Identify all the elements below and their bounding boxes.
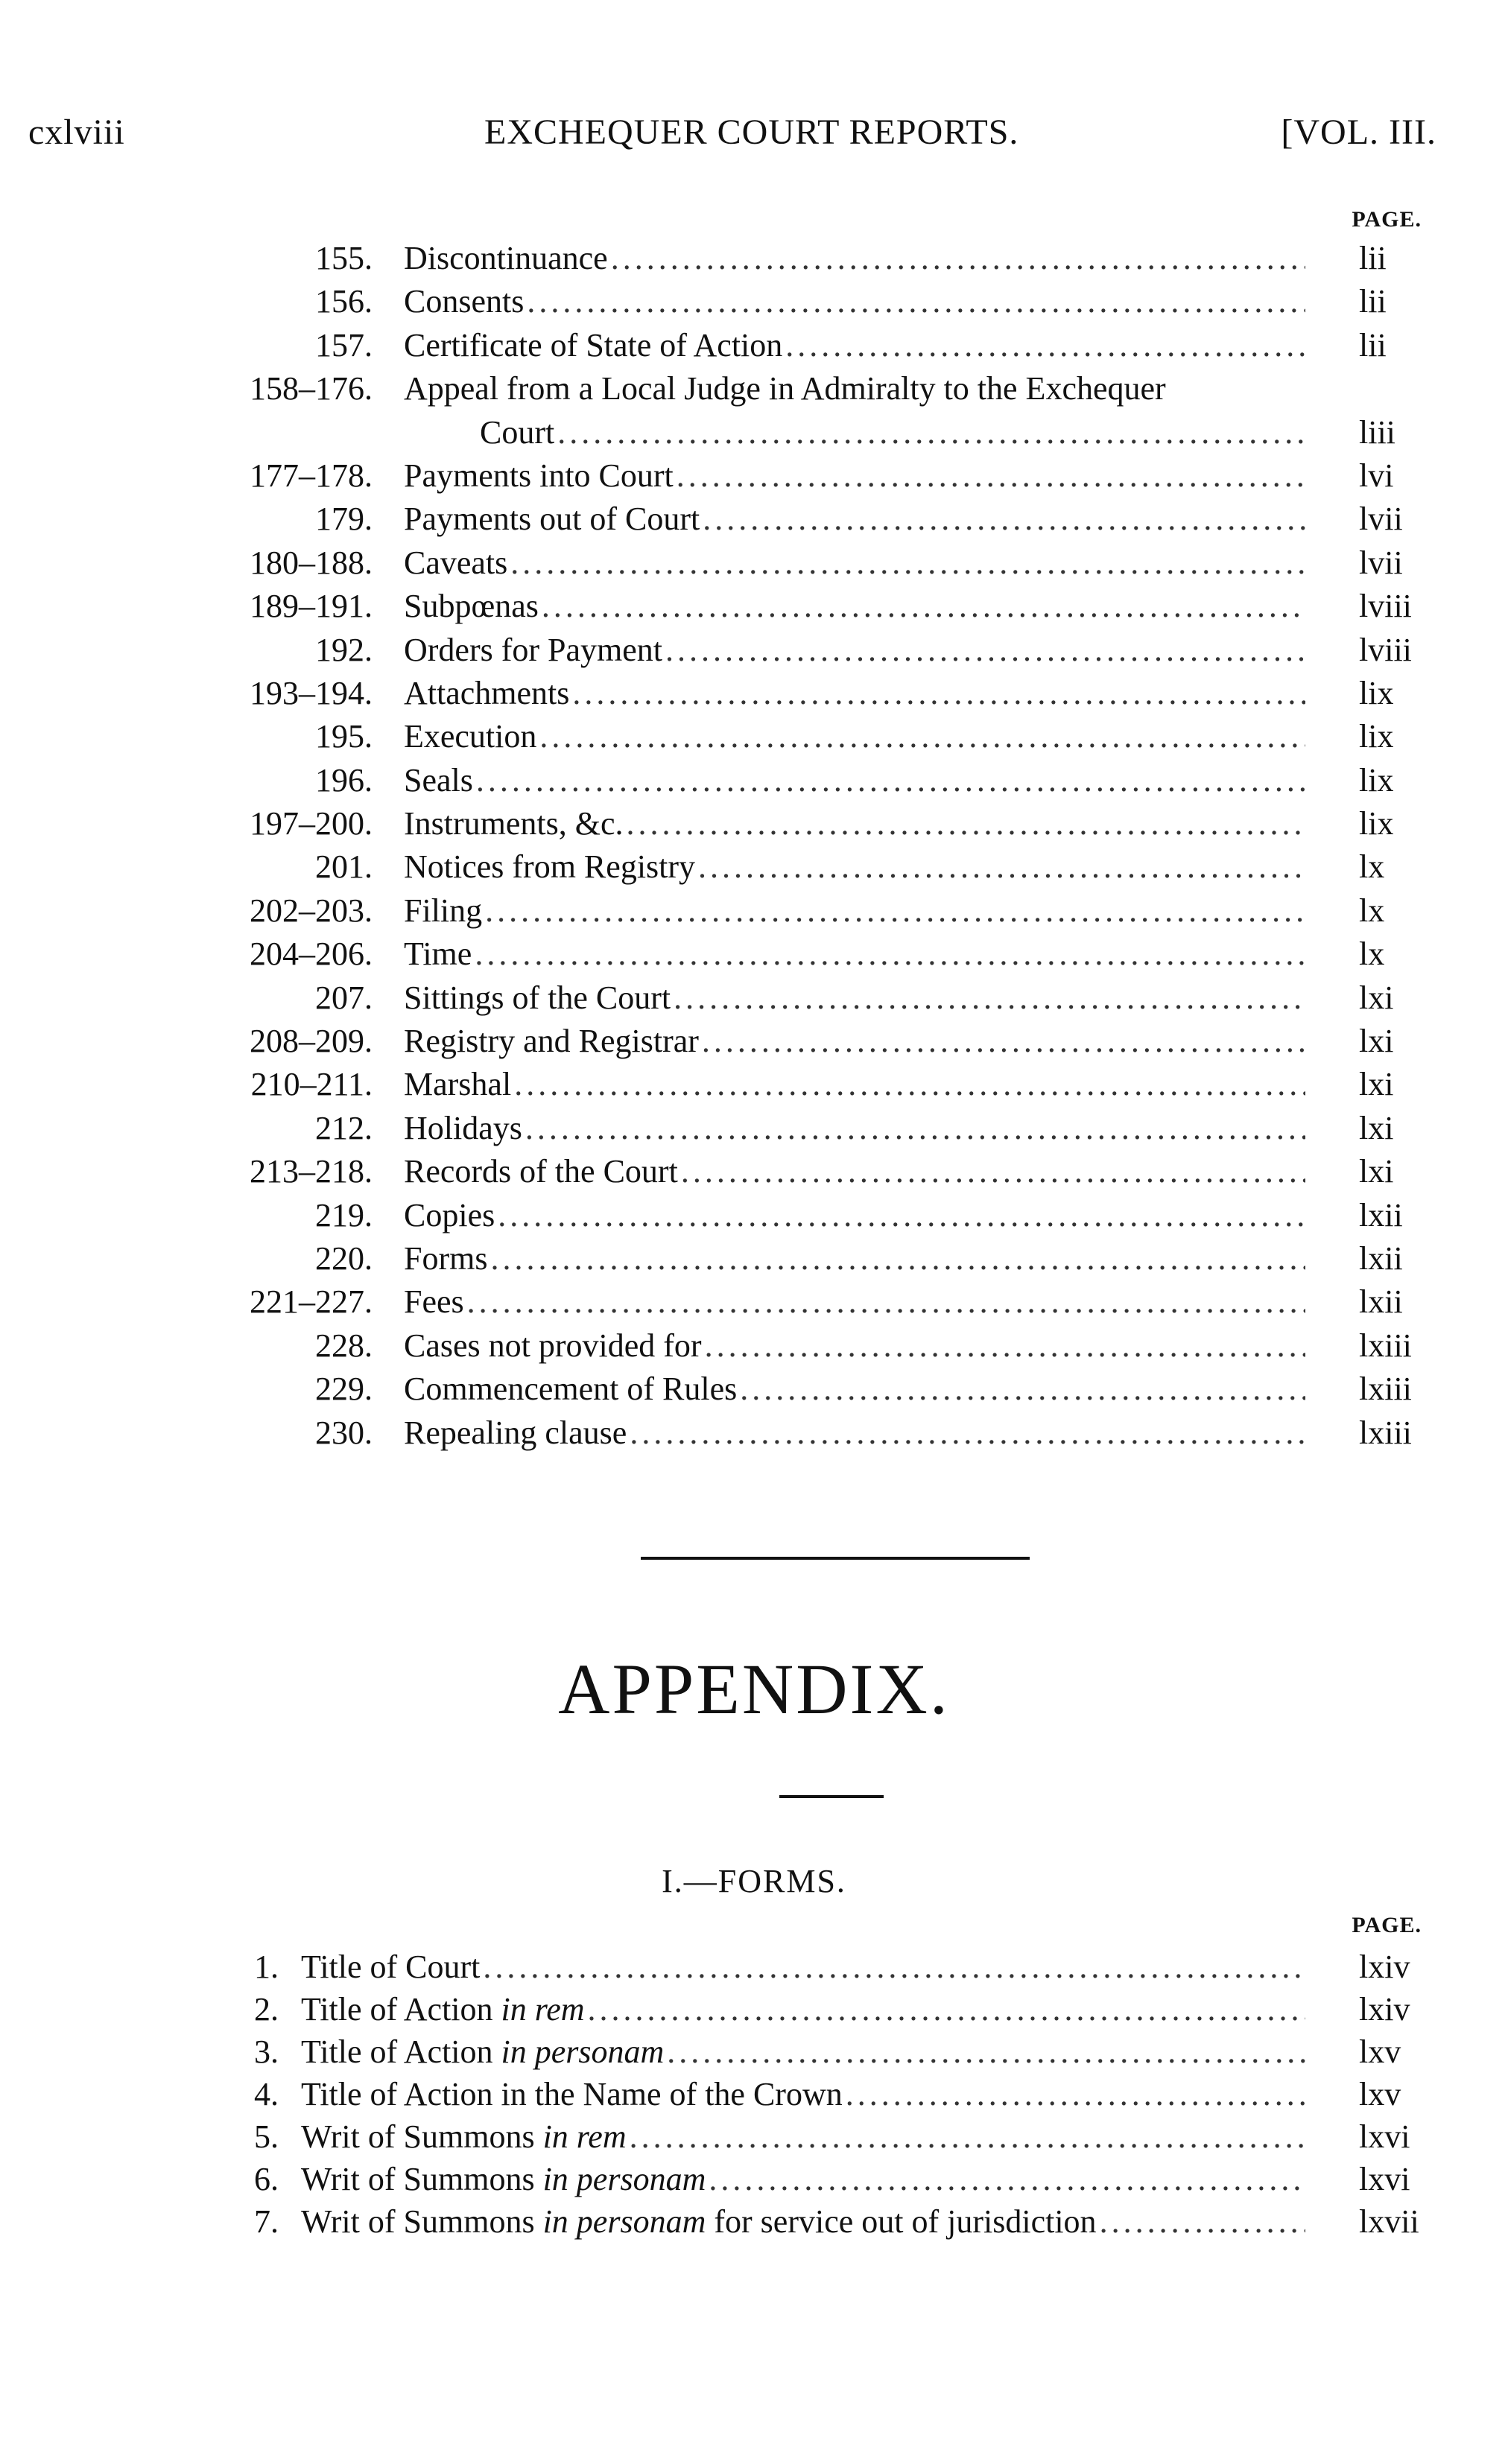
- entry-page: lxi: [1359, 1109, 1394, 1146]
- toc-entry[interactable]: [0, 759, 1508, 802]
- entry-number: 156.: [315, 283, 373, 320]
- form-title: [301, 1988, 585, 2030]
- form-number: 3.: [254, 2033, 279, 2070]
- entry-number: 207.: [315, 979, 373, 1016]
- entry-page: lvii: [1359, 544, 1403, 581]
- dot-leader: [709, 2158, 1305, 2200]
- rules-list: [0, 237, 1508, 1455]
- entry-title-wrap: [404, 802, 1305, 845]
- entry-number: 220.: [315, 1239, 373, 1277]
- entry-page: lxi: [1359, 1023, 1394, 1060]
- dot-leader: [740, 1368, 1305, 1411]
- toc-entry[interactable]: [0, 1107, 1508, 1150]
- entry-title: Notices from Registry: [404, 848, 696, 886]
- entry-page: lix: [1359, 761, 1394, 798]
- dot-leader: [677, 454, 1305, 498]
- volume-label: [VOL. III.: [1281, 112, 1436, 152]
- entry-title: Commencement of Rules: [404, 1371, 738, 1408]
- entry-title-wrap: [404, 367, 1305, 410]
- entry-title: Caveats: [404, 544, 508, 581]
- entry-title-wrap: [404, 1107, 1305, 1150]
- entry-title-wrap: [404, 1237, 1305, 1280]
- entry-title-wrap: [404, 1063, 1305, 1106]
- entry-number: 230.: [315, 1414, 373, 1451]
- toc-entry[interactable]: [0, 1194, 1508, 1237]
- toc-entry[interactable]: [0, 715, 1508, 758]
- entry-number: 208–209.: [250, 1023, 373, 1060]
- folio-number: cxlviii: [28, 112, 125, 152]
- running-head: [28, 112, 1444, 171]
- form-entry[interactable]: [0, 2115, 1508, 2158]
- entry-number: 180–188.: [250, 544, 373, 581]
- entry-title: Filing: [404, 892, 483, 929]
- dot-leader: [527, 280, 1305, 323]
- entry-number: 213–218.: [250, 1153, 373, 1190]
- entry-title-wrap: [404, 629, 1305, 672]
- entry-title: Holidays: [404, 1109, 522, 1146]
- entry-title-wrap: [404, 324, 1305, 367]
- entry-title: Cases not provided for: [404, 1327, 702, 1364]
- form-title-italic: in personam: [542, 2161, 706, 2197]
- entry-title: Consents: [404, 283, 525, 320]
- entry-page: lii: [1359, 326, 1387, 363]
- toc-entry[interactable]: [0, 1324, 1508, 1368]
- dot-leader: [483, 1946, 1305, 1988]
- entry-title-wrap: [404, 585, 1305, 628]
- toc-entry[interactable]: [0, 411, 1508, 454]
- heading-rule: [779, 1795, 884, 1798]
- entry-title: Marshal: [404, 1066, 512, 1103]
- toc-entry[interactable]: [0, 1063, 1508, 1106]
- forms-list: [0, 1946, 1508, 2243]
- dot-leader: [674, 977, 1305, 1020]
- dot-leader: [485, 889, 1305, 933]
- dot-leader: [681, 1150, 1305, 1193]
- entry-page: lx: [1359, 848, 1385, 886]
- dot-leader: [630, 1412, 1305, 1455]
- entry-title: Time: [404, 936, 472, 973]
- dot-leader: [490, 1237, 1305, 1280]
- entry-title-wrap: [404, 889, 1305, 933]
- entry-page: lxi: [1359, 1066, 1394, 1103]
- toc-entry[interactable]: [0, 933, 1508, 976]
- entry-page: lii: [1359, 240, 1387, 276]
- form-title-text: Title of Action in the Name of the Crown: [301, 2076, 843, 2112]
- entry-number: 204–206.: [250, 936, 373, 973]
- toc-entry[interactable]: [0, 845, 1508, 889]
- entry-number: 196.: [315, 761, 373, 798]
- dot-leader: [698, 845, 1305, 889]
- toc-entry[interactable]: [0, 802, 1508, 845]
- entry-title-wrap: [404, 280, 1305, 323]
- entry-title: Execution: [404, 718, 537, 755]
- form-number: 1.: [254, 1949, 279, 1985]
- dot-leader: [572, 672, 1305, 715]
- entry-page: lxii: [1359, 1196, 1403, 1233]
- dot-leader: [702, 1020, 1305, 1063]
- entry-title-wrap: [404, 933, 1305, 976]
- form-title-text: Writ of Summons: [301, 2118, 543, 2155]
- entry-title-wrap: [404, 1412, 1305, 1455]
- appendix-heading: APPENDIX.: [558, 1649, 950, 1729]
- entry-number: 195.: [315, 718, 373, 755]
- running-title: EXCHEQUER COURT REPORTS.: [484, 112, 1019, 152]
- form-title-italic: in personam: [501, 2033, 665, 2070]
- toc-entry[interactable]: [0, 1280, 1508, 1324]
- form-title-italic: in personam: [542, 2203, 706, 2240]
- entry-number: 219.: [315, 1196, 373, 1233]
- form-title-text: Title of Court: [301, 1949, 481, 1985]
- entry-title: Discontinuance: [404, 240, 608, 276]
- form-page: lxv: [1359, 2076, 1401, 2112]
- entry-number: 192.: [315, 631, 373, 668]
- entry-title-wrap: [404, 1194, 1305, 1237]
- dot-leader: [514, 1063, 1305, 1106]
- dot-leader: [539, 715, 1305, 758]
- form-title-text: Writ of Summons: [301, 2161, 543, 2197]
- toc-entry[interactable]: [0, 672, 1508, 715]
- entry-title: Orders for Payment: [404, 631, 663, 668]
- form-page: lxvii: [1359, 2203, 1419, 2240]
- form-title-wrap: [301, 1988, 1305, 2030]
- entry-page: lix: [1359, 674, 1394, 711]
- entry-number: 221–227.: [250, 1283, 373, 1321]
- dot-leader: [476, 759, 1305, 802]
- form-title-text: Writ of Summons: [301, 2203, 543, 2240]
- form-title: [301, 2200, 1097, 2243]
- form-title: [301, 2115, 627, 2158]
- toc-entry[interactable]: [0, 1237, 1508, 1280]
- form-title-wrap: [301, 2030, 1305, 2073]
- entry-number: 202–203.: [250, 892, 373, 929]
- form-title: [301, 1946, 480, 1988]
- entry-page: lxii: [1359, 1283, 1403, 1321]
- entry-title: Subpœnas: [404, 588, 539, 625]
- entry-page: lxiii: [1359, 1371, 1412, 1408]
- entry-title: Records of the Court: [404, 1153, 678, 1190]
- form-number: 6.: [254, 2161, 279, 2197]
- entry-title: Registry and Registrar: [404, 1023, 699, 1060]
- form-entry[interactable]: [0, 2030, 1508, 2073]
- entry-page: lx: [1359, 892, 1385, 929]
- form-title-text: Title of Action: [301, 2033, 501, 2070]
- entry-number: 179.: [315, 501, 373, 538]
- dot-leader: [627, 802, 1305, 845]
- form-title-wrap: [301, 2200, 1305, 2243]
- form-page: lxiv: [1359, 1991, 1410, 2028]
- form-title-wrap: [301, 1946, 1305, 1988]
- dot-leader: [665, 629, 1305, 672]
- dot-leader: [588, 1988, 1305, 2030]
- entry-number: 158–176.: [250, 370, 373, 407]
- toc-entry[interactable]: [0, 367, 1508, 410]
- entry-page: lviii: [1359, 631, 1412, 668]
- entry-page: lxiii: [1359, 1327, 1412, 1364]
- toc-entry[interactable]: [0, 280, 1508, 323]
- entry-number: 210–211.: [250, 1066, 373, 1103]
- entry-title: Forms: [404, 1239, 488, 1277]
- entry-title: Repealing clause: [404, 1414, 627, 1451]
- form-title-italic: in rem: [501, 1991, 585, 2028]
- form-entry[interactable]: [0, 1946, 1508, 1988]
- form-title: [301, 2073, 843, 2115]
- entry-page: lix: [1359, 805, 1394, 842]
- entry-page: lviii: [1359, 588, 1412, 625]
- form-number: 5.: [254, 2118, 279, 2155]
- entry-number: 155.: [315, 240, 373, 276]
- dot-leader: [1100, 2200, 1305, 2243]
- entry-title-wrap: [404, 542, 1305, 585]
- toc-entry[interactable]: [0, 237, 1508, 280]
- form-title: [301, 2030, 664, 2073]
- entry-page: liii: [1359, 413, 1395, 451]
- entry-page: lix: [1359, 718, 1394, 755]
- form-title: [301, 2158, 706, 2200]
- dot-leader: [703, 498, 1305, 541]
- entry-title-wrap: [404, 454, 1305, 498]
- entry-page: lx: [1359, 936, 1385, 973]
- page-column-header: PAGE.: [1352, 1913, 1422, 1937]
- dot-leader: [467, 1280, 1305, 1324]
- entry-page: lxiii: [1359, 1414, 1412, 1451]
- forms-section-heading: I.—FORMS.: [662, 1863, 846, 1899]
- dot-leader: [498, 1194, 1305, 1237]
- entry-title-wrap: [404, 759, 1305, 802]
- entry-title-wrap: [404, 672, 1305, 715]
- entry-number: 212.: [315, 1109, 373, 1146]
- form-title-text: Title of Action: [301, 1991, 501, 2028]
- entry-title-wrap: [404, 237, 1305, 280]
- form-title-italic: in rem: [542, 2118, 627, 2155]
- toc-entry[interactable]: [0, 1368, 1508, 1411]
- form-number: 7.: [254, 2203, 279, 2240]
- form-page: lxv: [1359, 2033, 1401, 2070]
- dot-leader: [630, 2115, 1305, 2158]
- entry-page: lvi: [1359, 457, 1394, 494]
- entry-number: 201.: [315, 848, 373, 886]
- dot-leader: [667, 2030, 1305, 2073]
- page-column-header: PAGE.: [1352, 207, 1422, 232]
- entry-title: Court: [480, 413, 555, 451]
- dot-leader: [542, 585, 1305, 628]
- entry-title: Certificate of State of Action: [404, 326, 783, 363]
- entry-title-wrap: [404, 1020, 1305, 1063]
- entry-title-wrap: [404, 977, 1305, 1020]
- form-entry[interactable]: [0, 2158, 1508, 2200]
- toc-entry[interactable]: [0, 889, 1508, 933]
- entry-title-wrap: [404, 1280, 1305, 1324]
- entry-title: Seals: [404, 761, 473, 798]
- form-page: lxvi: [1359, 2118, 1410, 2155]
- dot-leader: [705, 1324, 1305, 1368]
- dot-leader: [510, 542, 1305, 585]
- form-title-suffix: for service out of jurisdiction: [706, 2203, 1097, 2240]
- form-title-wrap: [301, 2115, 1305, 2158]
- toc-entry[interactable]: [0, 629, 1508, 672]
- form-page: lxvi: [1359, 2161, 1410, 2197]
- entry-title-wrap: [404, 1324, 1305, 1368]
- toc-entry[interactable]: [0, 585, 1508, 628]
- toc-entry[interactable]: [0, 324, 1508, 367]
- form-title-wrap: [301, 2073, 1305, 2115]
- dot-leader: [475, 933, 1305, 976]
- toc-entry[interactable]: [0, 1150, 1508, 1193]
- dot-leader: [846, 2073, 1305, 2115]
- entry-title-wrap: [404, 845, 1305, 889]
- dot-leader: [557, 411, 1305, 454]
- toc-entry[interactable]: [0, 542, 1508, 585]
- form-number: 2.: [254, 1991, 279, 2028]
- form-title-wrap: [301, 2158, 1305, 2200]
- form-page: lxiv: [1359, 1949, 1410, 1985]
- entry-number: 157.: [315, 326, 373, 363]
- toc-entry[interactable]: [0, 1412, 1508, 1455]
- form-number: 4.: [254, 2076, 279, 2112]
- entry-title-wrap: [404, 1150, 1305, 1193]
- entry-title: Instruments, &c.: [404, 805, 624, 842]
- entry-number: 189–191.: [250, 588, 373, 625]
- form-entry[interactable]: [0, 2073, 1508, 2115]
- entry-number: 229.: [315, 1371, 373, 1408]
- entry-title-wrap: [480, 411, 1305, 454]
- entry-title-wrap: [404, 1368, 1305, 1411]
- toc-entry[interactable]: [0, 1020, 1508, 1063]
- entry-page: lvii: [1359, 501, 1403, 538]
- entry-number: 197–200.: [250, 805, 373, 842]
- entry-page: lxi: [1359, 1153, 1394, 1190]
- entry-title: Attachments: [404, 674, 570, 711]
- form-entry[interactable]: [0, 2200, 1508, 2243]
- entry-page: lii: [1359, 283, 1387, 320]
- entry-title-wrap: [404, 715, 1305, 758]
- entry-title-wrap: [404, 498, 1305, 541]
- toc-entry[interactable]: [0, 977, 1508, 1020]
- entry-number: 228.: [315, 1327, 373, 1364]
- entry-title: Copies: [404, 1196, 495, 1233]
- entry-page: lxii: [1359, 1239, 1403, 1277]
- entry-title: Sittings of the Court: [404, 979, 671, 1016]
- entry-page: lxi: [1359, 979, 1394, 1016]
- entry-title: Payments into Court: [404, 457, 674, 494]
- dot-leader: [785, 324, 1305, 367]
- toc-entry[interactable]: [0, 454, 1508, 498]
- dot-leader: [611, 237, 1305, 280]
- dot-leader: [525, 1107, 1305, 1150]
- toc-entry[interactable]: [0, 498, 1508, 541]
- entry-title: Appeal from a Local Judge in Admiralty to the Exchequer: [404, 370, 1166, 407]
- entry-title: Payments out of Court: [404, 501, 700, 538]
- entry-title: Fees: [404, 1283, 464, 1321]
- form-entry[interactable]: [0, 1988, 1508, 2030]
- entry-number: 177–178.: [250, 457, 373, 494]
- entry-number: 193–194.: [250, 674, 373, 711]
- section-divider: [641, 1557, 1030, 1560]
